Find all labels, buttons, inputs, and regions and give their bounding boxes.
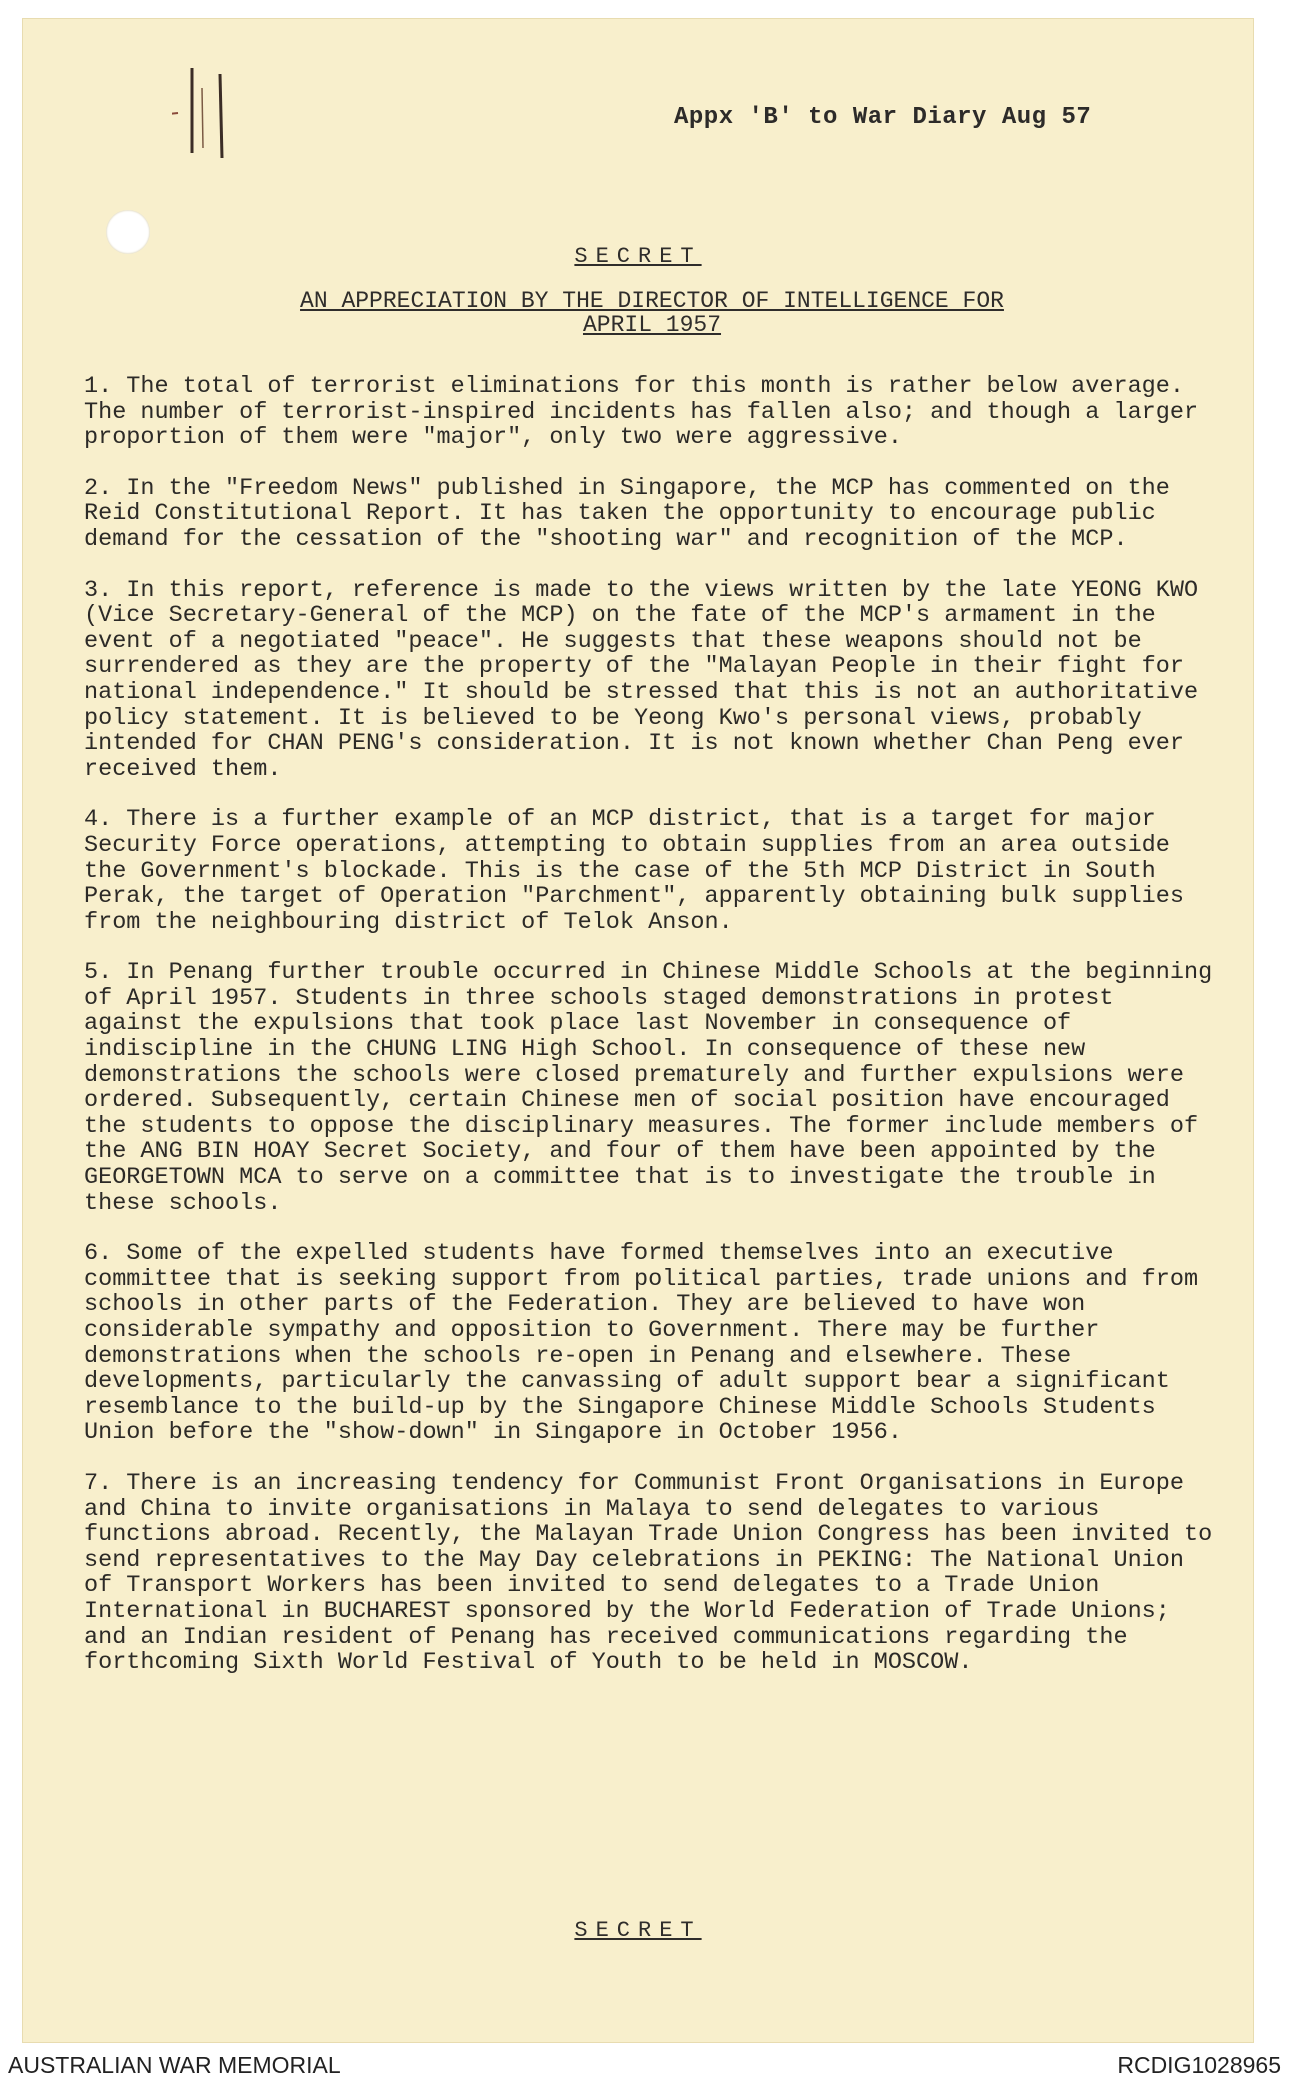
classification-bottom: SECRET [574, 1918, 702, 1943]
footer-record-id: RCDIG1028965 [1117, 2052, 1281, 2078]
title-line-1: AN APPRECIATION BY THE DIRECTOR OF INTELLIGENCE FOR [300, 288, 1004, 314]
paragraph-3: 3. In this report, reference is made to the views written by the late YEONG KWO (Vice Secretary-General of the MCP) on the fate of the MCP's armament in the event of a negotiated "peace". He suggests that these weapons should not be surrendered as they are the property of the "Malayan People in their fight for national independence." It should be stressed that this is not an authoritative policy statement. It is believed to be Yeong Kwo's personal views, probably intended for CHAN PENG's consideration. It is not known whether Chan Peng ever received them. [84, 576, 1199, 783]
paragraph-7: 7. There is an increasing tendency for Communist Front Organisations in Europe and China to invite organisations in Malaya to send delegates to various functions abroad. Recently, the Malayan Trade Union Congress has been invited to send representatives to the May Day celebrations in PEKING: The National Union of Transport Workers has been invited to send delegates to a Trade Union International in BUCHAREST sponsored by the World Federation of Trade Unions; and an Indian resident of Penang has received communications regarding the forthcoming Sixth World Festival of Youth to be held in MOSCOW. [84, 1469, 1213, 1677]
title-line-2: APRIL 1957 [582, 312, 722, 338]
paragraph-5: 5. In Penang further trouble occurred in Chinese Middle Schools at the beginning of April 1957. Students in three schools staged demonstrations in protest against the expulsions that took place last November in consequence of indiscipline in the CHUNG LING High School. In consequence of these new demonstrations the schools were closed prematurely and further expulsions were ordered. Subsequently, certain Chinese men of social position have encouraged the students to oppose the disciplinary measures. The former include members of the ANG BIN HOAY Secret Society, and four of them have been appointed by the GEORGETOWN MCA to serve on a committee that is to investigate the trouble in these schools. [84, 959, 1213, 1217]
staple-marks [172, 58, 262, 168]
paragraph-2: 2. In the "Freedom News" published in Singapore, the MCP has commented on the Reid Constitutional Report. It has taken the opportunity to encourage public demand for the cessation of the "shooting war" and recognition of the MCP. [84, 474, 1170, 553]
footer-institution: AUSTRALIAN WAR MEMORIAL [8, 2052, 341, 2078]
paragraph-1: 1. The total of terrorist eliminations for this month is rather below average. The number of terrorist-inspired incidents has fallen also; and though a larger proportion of them were "major", only two were aggressive. [84, 373, 1199, 452]
classification-top: SECRET [574, 244, 702, 269]
appendix-reference: Appx 'B' to War Diary Aug 57 [674, 104, 1092, 131]
paragraph-6: 6. Some of the expelled students have formed themselves into an executive committee that is seeking support from political parties, trade unions and from schools in other parts of the Federation. They are believed to have won considerable sympathy and opposition to Government. There may be further demonstrations when the schools re-open in Penang and elsewhere. These developments, particularly the canvassing of adult support bear a significant resemblance to the build-up by the Singapore Chinese Middle Schools Students Union before the "show-down" in Singapore in October 1956. [84, 1240, 1199, 1447]
document-page [22, 18, 1254, 2043]
document-body [84, 374, 1222, 1701]
paragraph-4: 4. There is a further example of an MCP district, that is a target for major Security Force operations, attempting to obtain supplies from an area outside the Government's blockade. This is the case of the 5th MCP District in South Perak, the target of Operation "Parchment", apparently obtaining bulk supplies from the neighbouring district of Telok Anson. [84, 806, 1184, 936]
